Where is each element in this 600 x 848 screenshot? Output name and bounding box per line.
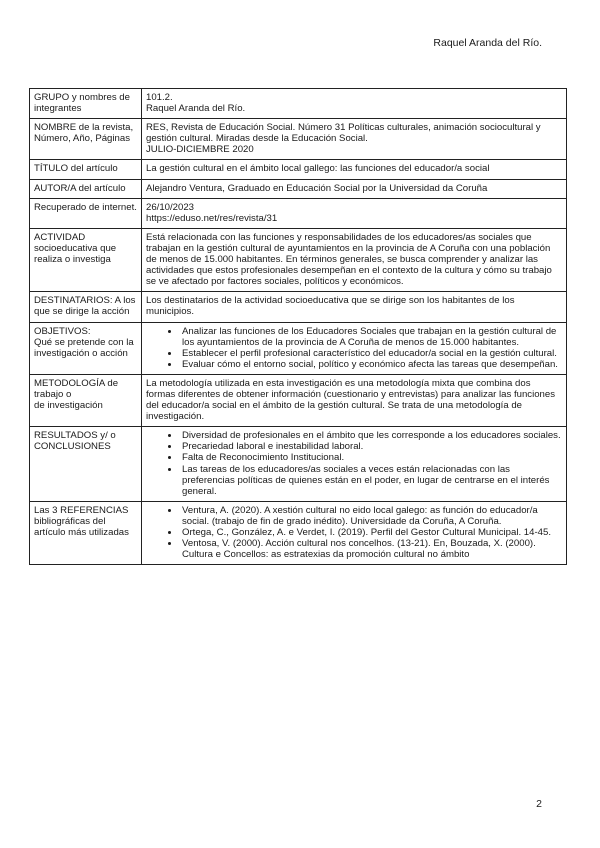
grupo-member: Raquel Aranda del Río. [146, 103, 246, 115]
row-resultados [30, 427, 567, 502]
metodologia-heading: METODOLOGÍA de trabajo o [34, 377, 119, 400]
value-referencias [142, 501, 567, 564]
value-autor: Alejandro Ventura, Graduado en Educación Social por la Universidad da Coruña [142, 179, 567, 198]
row-referencias [30, 501, 567, 564]
page-number: 2 [536, 798, 542, 810]
recuperado-url: https://eduso.net/res/revista/31 [146, 212, 278, 224]
value-objetivos [142, 322, 567, 374]
list-item: • Analizar las funciones de los Educadores Sociales que trabajan en la gestión cultural de los ayuntamientos de la provincia de A Coruña de menos de 15.000 habitantes. [180, 326, 562, 348]
row-grupo [30, 89, 567, 119]
list-item: • Ventura, A. (2020). A xestión cultural no eido local galego: as función do educador/a social. (trabajo de fin de grado inédito). Universidade da Coruña, A Coruña. [180, 505, 562, 527]
nombre-revista: RES, Revista de Educación Social. Número 31 Políticas culturales, animación sociocultural y gestión cultural. Miradas desde la Educación Social. [146, 122, 541, 145]
nombre-fecha: JULIO-DICIEMBRE 2020 [146, 144, 254, 156]
metodologia-subheading: de investigación [34, 400, 103, 412]
objetivos-list [146, 326, 562, 370]
value-nombre [142, 119, 567, 160]
value-resultados [142, 427, 567, 502]
label-referencias: Las 3 REFERENCIAS bibliográficas del artículo más utilizadas [30, 501, 142, 564]
value-grupo [142, 89, 567, 119]
row-autor [30, 179, 567, 198]
label-resultados: RESULTADOS y/ o CONCLUSIONES [30, 427, 142, 502]
value-destinatarios: Los destinatarios de la actividad socioeducativa que se dirige son los habitantes de los municipios. [142, 292, 567, 322]
label-autor: AUTOR/A del artículo [30, 179, 142, 198]
value-actividad: Está relacionada con las funciones y responsabilidades de los educadores/as sociales que trabajan en la gestión cultural de ayuntamientos en la provincia de A Coruña con una población de menos de 15.000 habitantes. En términos generales, se busca comprender y analizar las actividades que estos profesionales desempeñan en el contexto de la cultura y cómo su trabajo se ve afectado por factores sociales, políticos y económicos. [142, 228, 567, 291]
label-grupo: GRUPO y nombres de integrantes [30, 89, 142, 119]
label-objetivos [30, 322, 142, 374]
row-recuperado [30, 198, 567, 228]
value-recuperado [142, 198, 567, 228]
list-item: • Ventosa, V. (2000). Acción cultural nos concelhos. (13-21). En, Bouzada, X. (2000). Cultura e Concellos: as estratexias da promoción cultural no ámbito [180, 538, 562, 560]
row-objetivos [30, 322, 567, 374]
grupo-number: 101.2. [146, 92, 173, 103]
list-item: • Precariedad laboral e inestabilidad laboral. [180, 441, 562, 452]
label-nombre: NOMBRE de la revista, Número, Año, Páginas [30, 119, 142, 160]
label-recuperado: Recuperado de internet. [30, 198, 142, 228]
article-summary-table [29, 88, 567, 565]
label-actividad: ACTIVIDAD socioeducativa que realiza o investiga [30, 228, 142, 291]
row-nombre [30, 119, 567, 160]
list-item: • Las tareas de los educadores/as sociales a veces están relacionadas con las preferencias políticas de quienes están en el poder, en lugar de centrarse en el interés general. [180, 464, 562, 497]
objetivos-subheading: Qué se pretende con la investigación o acción [34, 336, 134, 359]
referencias-list [146, 505, 562, 560]
value-metodologia: La metodología utilizada en esta investigación es una metodología mixta que combina dos formas diferentes de obtener información (cuestionario y entrevistas) para analizar las funciones del educador/a social en el ámbito de la gestión cultural. Se trata de una metodología de investigación. [142, 374, 567, 426]
row-destinatarios [30, 292, 567, 322]
header-author: Raquel Aranda del Río. [433, 37, 542, 49]
objetivos-heading: OBJETIVOS: [34, 325, 91, 337]
recuperado-fecha: 26/10/2023 [146, 201, 195, 213]
resultados-list [146, 430, 562, 497]
list-item: • Ortega, C., González, A. e Verdet, I. (2019). Perfil del Gestor Cultural Municipal. 14-45. [180, 527, 562, 538]
list-item: • Falta de Reconocimiento Institucional. [180, 452, 562, 463]
row-titulo [30, 160, 567, 179]
label-destinatarios: DESTINATARIOS: A los que se dirige la acción [30, 292, 142, 322]
list-item: • Establecer el perfil profesional característico del educador/a social en la gestión cultural. [180, 348, 562, 359]
label-metodologia [30, 374, 142, 426]
row-metodologia [30, 374, 567, 426]
list-item: • Diversidad de profesionales en el ámbito que les corresponde a los educadores sociales. [180, 430, 562, 441]
label-titulo: TÍTULO del artículo [30, 160, 142, 179]
value-titulo: La gestión cultural en el ámbito local gallego: las funciones del educador/a social [142, 160, 567, 179]
list-item: • Evaluar cómo el entorno social, político y económico afecta las tareas que desempeñan. [180, 359, 562, 370]
row-actividad [30, 228, 567, 291]
